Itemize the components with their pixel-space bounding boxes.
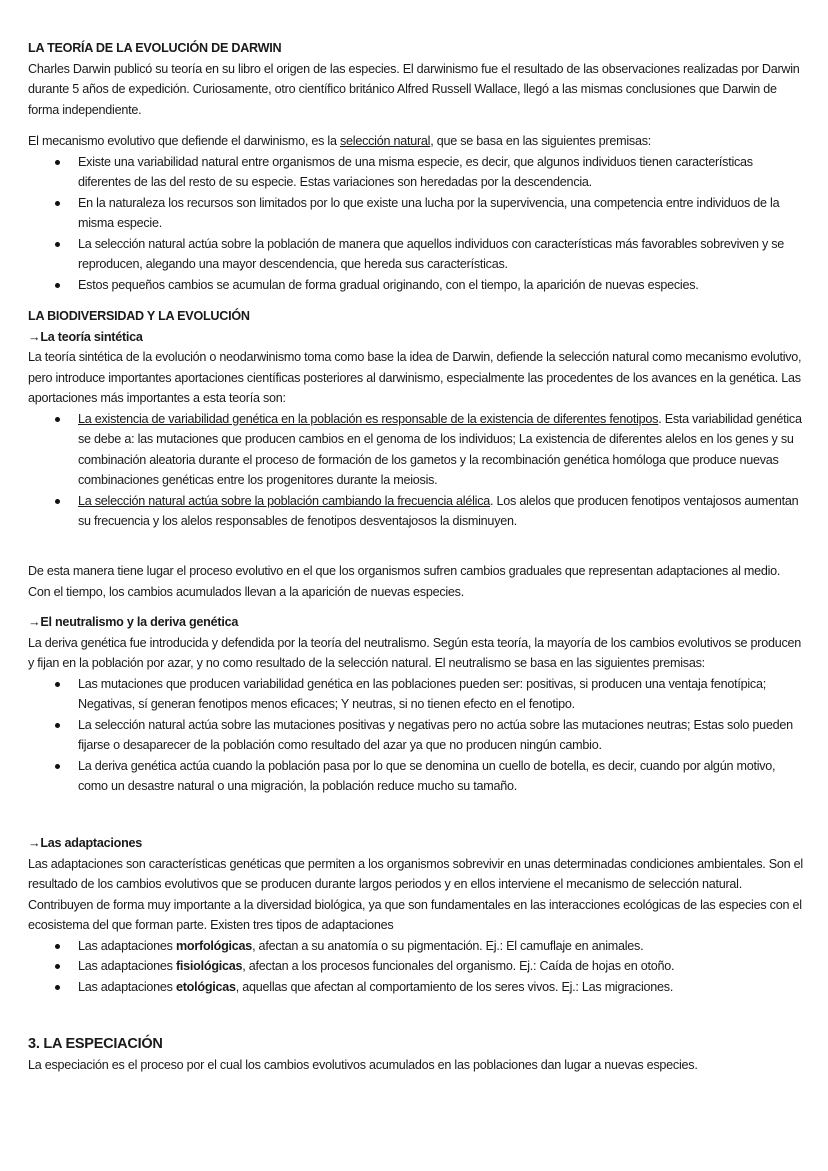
list-item [78,409,803,491]
sintetica-conclusion [28,561,803,602]
text: . Los alelos que producen fenotipos ventajosos aumentan su frecuencia y los alelos responsables de fenotipos desventajosos la disminuyen. [78,493,799,528]
subsection-title: →El neutralismo y la deriva genética [28,615,239,629]
subsection-title: →La teoría sintética [28,329,143,344]
text: . Esta variabilidad genética se debe a: las mutaciones que producen cambios en el genoma de los individuos; La existencia de diferentes alelos en los genes y su combinación aleatoria durante el proceso de formación de los gametos y la recombinación genética homóloga que produce nuevas combinaciones genéticas entre los progenitores durante la meiosis. [78,411,802,487]
bullet-list [28,674,803,797]
list-item: En la naturaleza los recursos son limitados por lo que existe una lucha por la supervivencia, una competencia entre individuos de la misma especie. [78,193,803,234]
text: Las adaptaciones [78,959,176,973]
list-item: Las mutaciones que producen variabilidad genética en las poblaciones pueden ser: positivas, si producen una ventaja fenotípica; Negativas, sí generan fenotipos menos eficaces; Y neutras, si no tienen efecto en el fenotipo. [78,674,803,715]
text: , afectan a su anatomía o su pigmentación. Ej.: El camuflaje en animales. [252,938,644,953]
bold-term: fisiológicas [175,959,243,973]
bullet-list [28,409,803,532]
neutralismo-section [28,612,803,797]
darwin-section [28,38,803,120]
paragraph: La especiación es el proceso por el cual los cambios evolutivos acumulados en las poblaciones dan lugar a nuevas especies. [28,1057,698,1072]
bold-term: etológicas [175,979,236,994]
paragraph: Las adaptaciones son características genéticas que permiten a los organismos sobrevivir en unas determinadas condiciones ambientales. Son el resultado de los cambios evolutivos que se producen durante largos periodos y en ellos interviene el mecanismo de selección natural. Contribuyen de forma muy importante a la diversidad biológica, ya que son fundamentales en las interacciones ecológicas de las especies con el ecosistema del que forman parte. Existen tres tipos de adaptaciones [28,856,803,932]
bullet-list [28,152,803,296]
adaptaciones-section [28,833,803,997]
underlined-term: selección natural [339,134,431,148]
especiacion-section [28,1034,803,1075]
list-item: La selección natural actúa sobre las mutaciones positivas y negativas pero no actúa sobre las mutaciones neutras; Estas solo pueden fijarse o desaparecer de la población como resultado del azar ya que no producen ningún cambio. [78,715,803,756]
list-item: Estos pequeños cambios se acumulan de forma gradual originando, con el tiempo, la aparición de nuevas especies. [78,275,803,296]
paragraph: De esta manera tiene lugar el proceso evolutivo en el que los organismos sufren cambios graduales que representan adaptaciones al medio. Con el tiempo, los cambios acumulados llevan a la aparición de nuevas especies. [28,564,781,599]
subsection-title: →Las adaptaciones [28,836,143,850]
list-item: La selección natural actúa sobre la población de manera que aquellos individuos con características más favorables sobreviven y se reproducen, alegando una mayor descendencia, que hereda sus características. [78,234,803,275]
text: , que se basa en las siguientes premisas: [430,134,652,148]
list-item: La deriva genética actúa cuando la población pasa por lo que se denomina un cuello de botella, es decir, cuando por algún motivo, como un desastre natural o una migración, la población reduce mucho su tamaño. [78,756,803,797]
text: , aquellas que afectan al comportamiento de los seres vivos. Ej.: Las migraciones. [235,979,674,994]
section-title: 3. LA ESPECIACIÓN [28,1036,163,1052]
bold-term: morfológicas [175,938,253,953]
darwin-mechanism [28,131,803,295]
sintetica-section [28,306,803,532]
paragraph: La deriva genética fue introducida y defendida por la teoría del neutralismo. Según esta teoría, la mayoría de los cambios evolutivos se producen y fijan en la población por azar, y no como resultado de la selección natural. El neutralismo se basa en las siguientes premisas: [28,635,802,670]
list-item [78,956,803,977]
list-item [78,936,803,957]
text: , afectan a los procesos funcionales del organismo. Ej.: Caída de hojas en otoño. [242,959,675,973]
list-item [78,491,803,532]
text: Las adaptaciones [78,979,176,994]
underlined-text: La existencia de variabilidad genética en la población es responsable de la existencia de diferentes fenotipos [78,411,659,426]
text: El mecanismo evolutivo que defiende el darwinismo, es la [28,134,340,148]
paragraph [28,131,803,152]
paragraph: Charles Darwin publicó su teoría en su libro el origen de las especies. El darwinismo fue el resultado de las observaciones realizadas por Darwin durante 5 años de expedición. Curiosamente, otro científico británico Alfred Russell Wallace, llegó a las mismas conclusiones que Darwin de forma independiente. [28,61,800,117]
list-item: Existe una variabilidad natural entre organismos de una misma especie, es decir, que algunos individuos tienen características diferentes de las del resto de su especie. Estas variaciones son heredadas por la descendencia. [78,152,803,193]
paragraph: La teoría sintética de la evolución o neodarwinismo toma como base la idea de Darwin, defiende la selección natural como mecanismo evolutivo, pero introduce importantes aportaciones científicas posteriores al darwinismo, especialmente las procedentes de los avances en la genética. Las aportaciones más importantes a esta teoría son: [28,350,802,405]
underlined-text: La selección natural actúa sobre la población cambiando la frecuencia alélica [78,493,491,508]
section-title: LA BIODIVERSIDAD Y LA EVOLUCIÓN [28,309,250,323]
text: Las adaptaciones [78,938,176,953]
section-title: LA TEORÍA DE LA EVOLUCIÓN DE DARWIN [28,41,282,55]
list-item [78,977,803,998]
bullet-list [28,936,803,998]
